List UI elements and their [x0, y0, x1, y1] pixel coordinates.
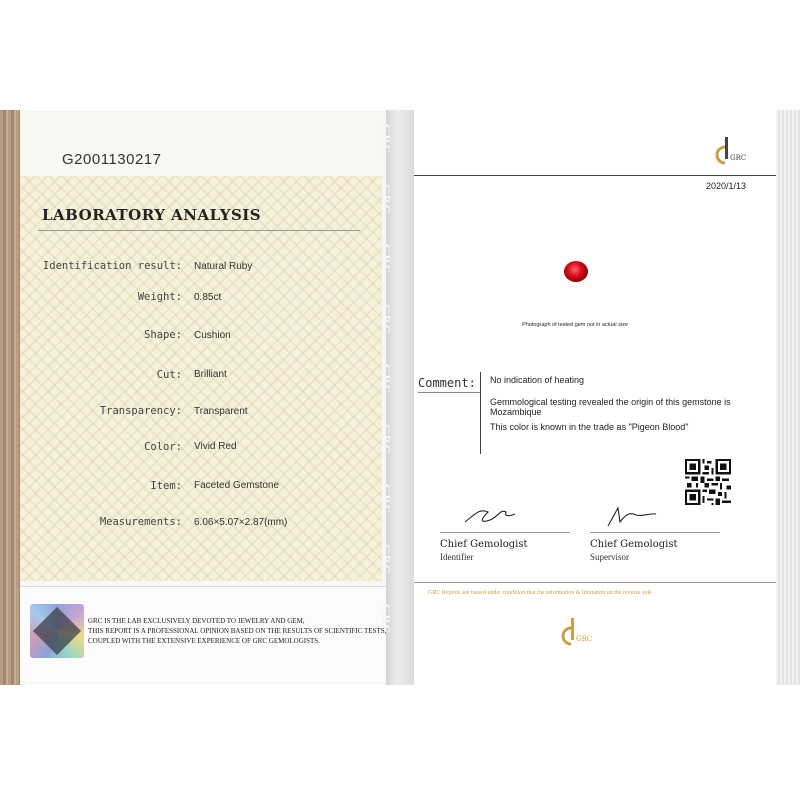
watermark-text: GRC [379, 124, 392, 155]
gem-photograph [564, 261, 588, 282]
supervisor-signature [600, 500, 660, 530]
report-conditions-note: GRC Reports are issued under condition that the information & limitation on the reverse side. [428, 590, 654, 596]
page-title: LABORATORY ANALYSIS [42, 206, 262, 224]
identifier-signature-line [440, 532, 570, 533]
identifier-signature [460, 500, 520, 530]
disclaimer-line: COUPLED WITH THE EXTENSIVE EXPERIENCE OF GRC GEMOLOGISTS. [88, 637, 320, 645]
report-date: 2020/1/13 [706, 181, 747, 191]
comment-origin-country: Mozambique [490, 407, 542, 417]
grc-gold-logo-icon [554, 614, 594, 654]
measurements-label: Measurements: [99, 516, 182, 528]
disclaimer-line: GRC IS THE LAB EXCLUSIVELY DEVOTED TO JEWELRY AND GEM, [88, 617, 305, 625]
supervisor-role: Supervisor [590, 552, 629, 562]
comment-heating: No indication of heating [490, 375, 585, 385]
watermark-text: GRC [379, 304, 392, 335]
shape-value: Cushion [194, 330, 231, 341]
shape-label: Shape: [144, 329, 182, 341]
comment-trade-color: This color is known in the trade as "Pigeon Blood" [490, 422, 689, 432]
footer-divider [414, 582, 776, 583]
cut-value: Brilliant [194, 369, 227, 380]
photo-caption: Photograph of tested gem not in actual size [522, 322, 628, 328]
color-value: Vivid Red [194, 441, 237, 452]
transparency-value: Transparent [194, 406, 248, 417]
supervisor-title: Chief Gemologist [590, 539, 678, 550]
comment-underline [418, 392, 480, 393]
title-divider [38, 230, 360, 231]
transparency-label: Transparency: [99, 405, 182, 417]
watermark-text: GRC [379, 244, 392, 275]
item-value: Faceted Gemstone [194, 480, 280, 491]
cut-label: Cut: [156, 369, 182, 381]
identification-value: Natural Ruby [194, 261, 253, 272]
color-label: Color: [144, 441, 182, 453]
page-edge-stack [776, 110, 800, 685]
supervisor-signature-line [590, 532, 720, 533]
center-fold-strip [379, 110, 414, 685]
lab-disclaimer [88, 616, 388, 646]
watermark-text: GRC [379, 184, 392, 215]
disclaimer-line: THIS REPORT IS A PROFESSIONAL OPINION BASED ON THE RESULTS OF SCIENTIFIC TESTS, [88, 627, 387, 635]
qr-code-icon [685, 459, 731, 505]
identifier-title: Chief Gemologist [440, 539, 528, 550]
comment-divider [480, 372, 481, 454]
watermark-text: GRC [379, 604, 392, 635]
identifier-role: Identifier [440, 552, 474, 562]
report-number: G2001130217 [62, 151, 162, 168]
item-label: Item: [150, 480, 182, 492]
comment-label: Comment: [418, 376, 476, 390]
weight-label: Weight: [137, 291, 182, 303]
watermark-text: GRC [379, 544, 392, 575]
watermark-text: GRC [379, 484, 392, 515]
weight-value: 0.85ct [194, 292, 222, 303]
svg-text:GRC: GRC [730, 154, 747, 162]
watermark-text: GRC [379, 424, 392, 455]
watermark-text: GRC [379, 364, 392, 395]
binding-spine [0, 110, 20, 685]
header-divider [414, 175, 776, 176]
identification-label: Identification result: [42, 260, 182, 272]
svg-text:GRC: GRC [576, 635, 593, 643]
comment-origin: Gemmological testing revealed the origin of this gemstone is [490, 397, 731, 407]
measurements-value: 6.06×5.07×2.87(mm) [194, 517, 288, 528]
grc-logo-icon [708, 133, 748, 173]
